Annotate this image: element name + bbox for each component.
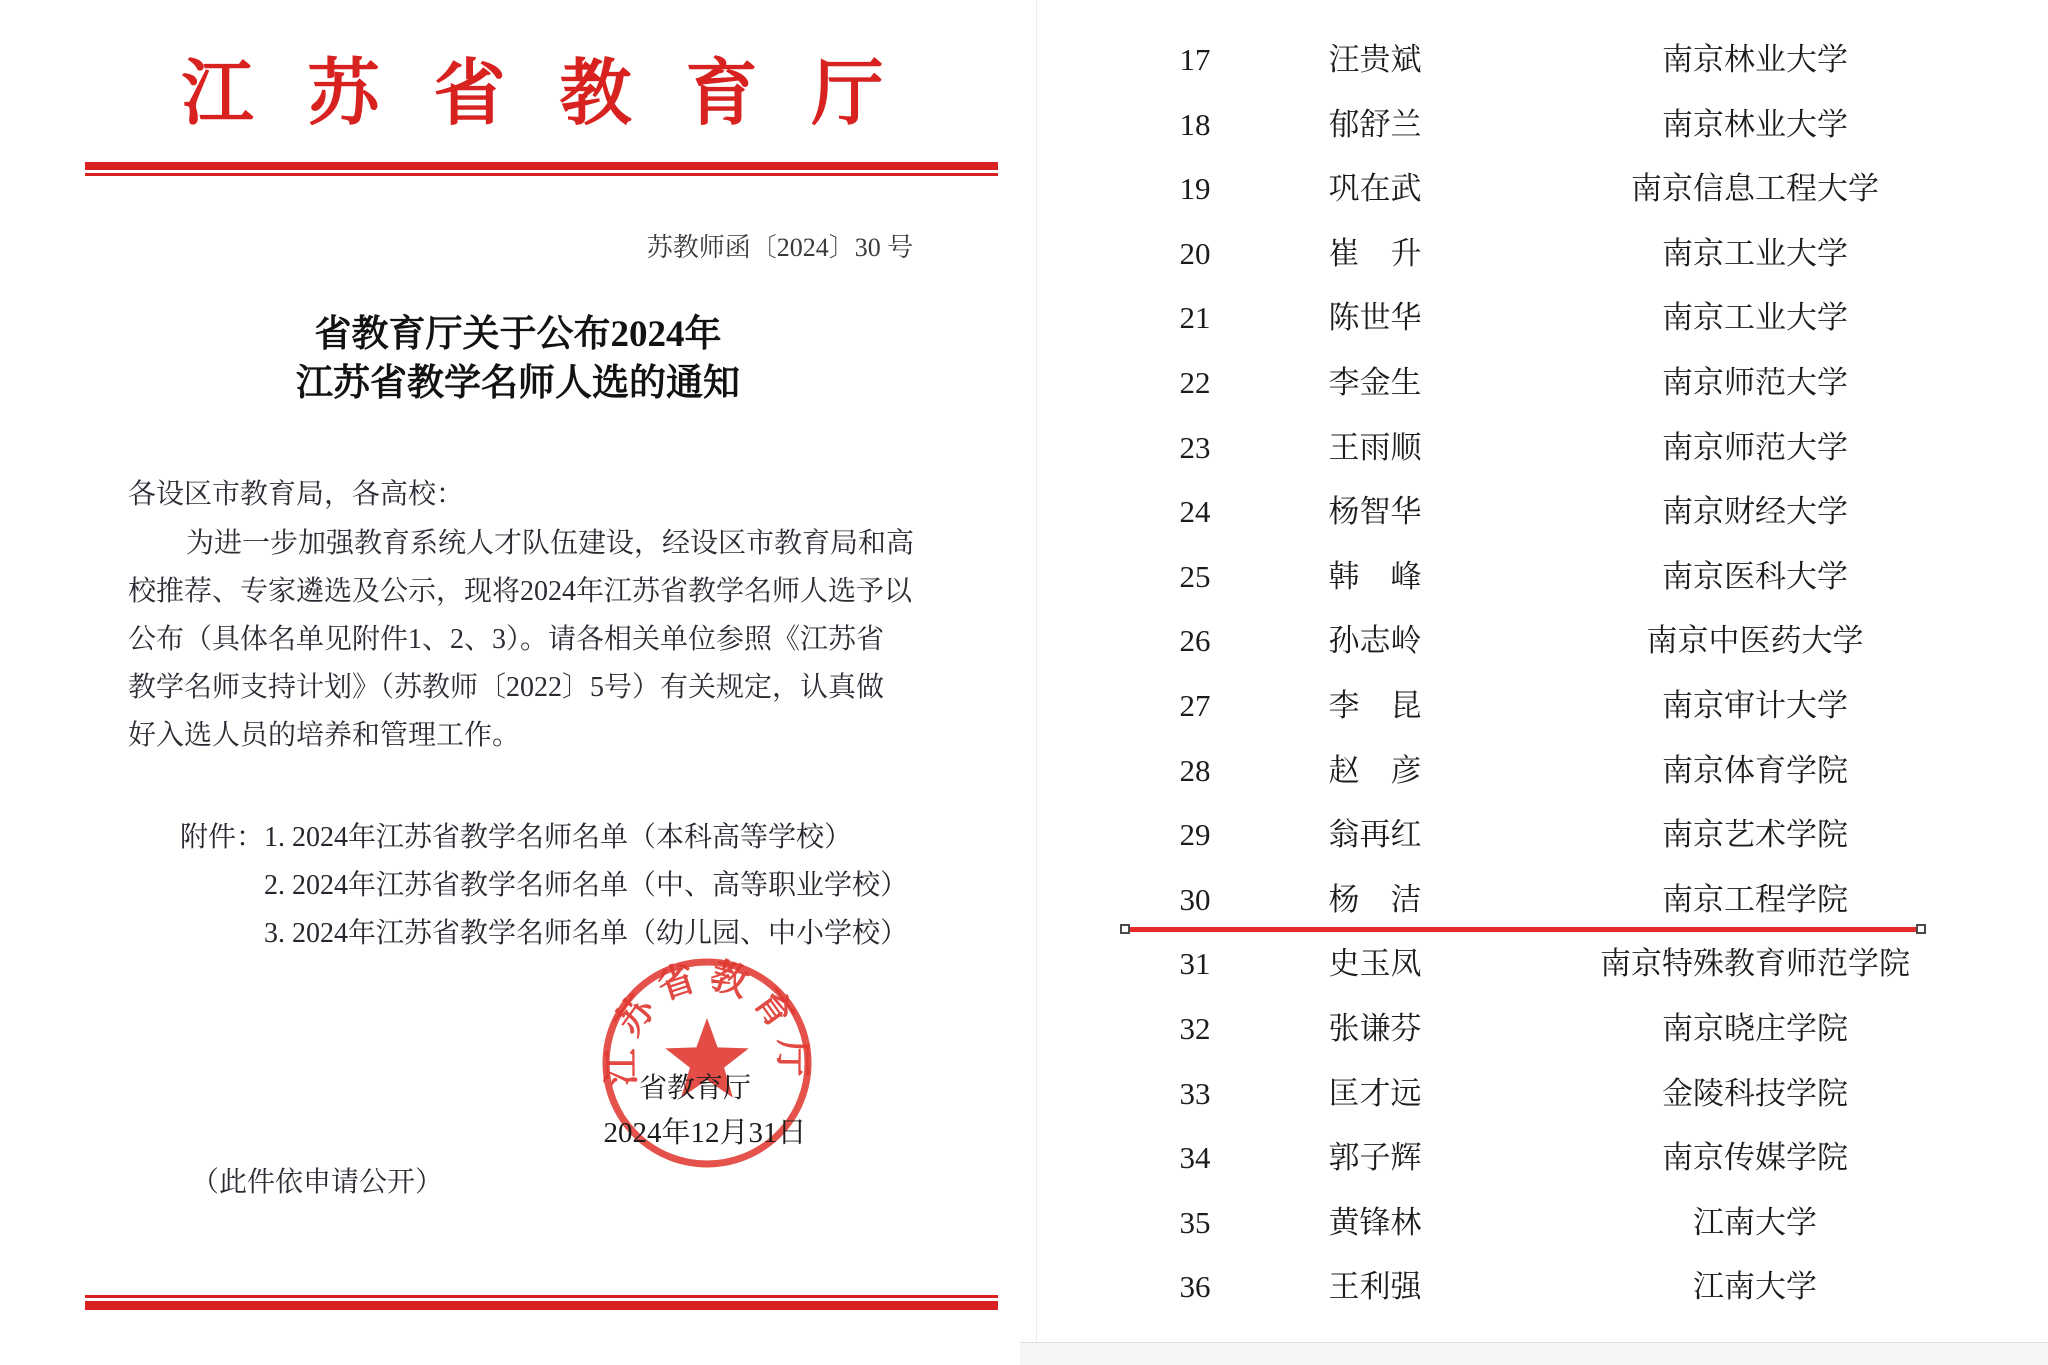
table-row <box>1075 932 2015 996</box>
issue-date: 2024年12月31日 <box>603 1117 807 1149</box>
teacher-name: 王利强 <box>1328 1269 1422 1305</box>
resize-handle-left[interactable] <box>1120 924 1130 934</box>
row-number: 32 <box>1179 1011 1211 1046</box>
table-row <box>1075 609 2015 673</box>
teacher-name: 翁再红 <box>1328 817 1422 853</box>
table-row <box>1075 416 2015 480</box>
attachment-item-3: 3. 2024年江苏省教学名师名单（幼儿园、中小学校） <box>264 918 909 949</box>
table-row <box>1075 286 2015 350</box>
table-row <box>1075 1191 2015 1255</box>
university-name: 金陵科技学院 <box>1662 1075 1848 1111</box>
teacher-name: 黄锋林 <box>1328 1204 1422 1240</box>
university-name: 南京特殊教育师范学院 <box>1600 946 1910 982</box>
university-name: 南京师范大学 <box>1662 365 1848 400</box>
table-row <box>1075 157 2015 221</box>
university-name: 南京林业大学 <box>1662 106 1848 142</box>
header-divider-thick-line <box>85 162 998 170</box>
table-row <box>1075 480 2015 544</box>
teacher-name: 巩在武 <box>1328 171 1422 207</box>
teacher-name: 杨 洁 <box>1328 881 1422 917</box>
notice-title <box>88 310 948 408</box>
teacher-name: 孙志岭 <box>1328 623 1422 659</box>
row-number: 22 <box>1179 365 1211 400</box>
table-row <box>1075 739 2015 803</box>
row-number: 35 <box>1179 1204 1211 1240</box>
teacher-name: 李金生 <box>1328 365 1422 400</box>
university-name: 江南大学 <box>1693 1269 1817 1305</box>
notice-title-line1: 省教育厅关于公布2024年 <box>314 314 722 355</box>
body-line: 好入选人员的培养和管理工作。 <box>128 720 521 751</box>
row-number: 29 <box>1179 817 1211 853</box>
university-name: 南京师范大学 <box>1662 429 1848 465</box>
university-name: 南京林业大学 <box>1662 42 1848 77</box>
resize-handle-right[interactable] <box>1916 924 1926 934</box>
table-row <box>1075 803 2015 867</box>
row-number: 36 <box>1179 1269 1211 1305</box>
selected-divider-line[interactable] <box>1126 927 1922 932</box>
teacher-name: 郁舒兰 <box>1328 106 1422 142</box>
row-number: 34 <box>1179 1140 1211 1176</box>
table-row <box>1075 997 2015 1061</box>
university-name: 南京艺术学院 <box>1662 817 1848 853</box>
footer-divider <box>85 1295 998 1310</box>
table-row <box>1075 351 2015 415</box>
footer-divider-thick-line <box>85 1301 998 1310</box>
header-divider <box>85 162 998 176</box>
teacher-name: 汪贵斌 <box>1328 42 1422 77</box>
notice-title-line2: 江苏省教学名师人选的通知 <box>296 363 740 404</box>
university-name: 南京财经大学 <box>1662 494 1848 530</box>
row-number: 25 <box>1179 558 1211 594</box>
row-number: 33 <box>1179 1075 1211 1111</box>
teacher-name: 杨智华 <box>1328 494 1422 530</box>
row-number: 17 <box>1179 42 1211 77</box>
table-row <box>1075 222 2015 286</box>
table-row <box>1075 545 2015 609</box>
page-bottom-edge <box>1020 1342 2048 1365</box>
row-number: 28 <box>1179 752 1211 788</box>
row-number: 23 <box>1179 429 1211 465</box>
disclosure-note: （此件依申请公开） <box>191 1167 444 1198</box>
row-number: 20 <box>1179 235 1211 271</box>
row-number: 18 <box>1179 106 1211 142</box>
university-name: 南京工业大学 <box>1662 300 1848 336</box>
header-divider-thin-line <box>85 173 998 176</box>
teacher-name: 史玉凤 <box>1328 946 1422 982</box>
university-name: 南京信息工程大学 <box>1631 171 1879 207</box>
teacher-name: 陈世华 <box>1328 300 1422 336</box>
name-table <box>1075 0 2015 1342</box>
university-name: 南京晓庄学院 <box>1662 1011 1848 1046</box>
salutation: 各设区市教育局，各高校： <box>128 479 465 510</box>
row-number: 21 <box>1179 300 1211 336</box>
table-row <box>1075 674 2015 738</box>
attachment-item-2: 2. 2024年江苏省教学名师名单（中、高等职业学校） <box>264 870 909 901</box>
university-name: 南京中医药大学 <box>1646 623 1864 659</box>
table-row <box>1075 1062 2015 1126</box>
attachment-label: 附件： <box>180 822 265 853</box>
university-name: 南京审计大学 <box>1662 688 1848 723</box>
teacher-name: 韩 峰 <box>1328 558 1422 594</box>
table-row <box>1075 93 2015 157</box>
university-name: 南京体育学院 <box>1662 752 1848 788</box>
agency-header: 江 苏 省 教 育 厅 <box>181 54 902 134</box>
university-name: 江南大学 <box>1693 1204 1817 1240</box>
teacher-name: 王雨顺 <box>1328 429 1422 465</box>
row-number: 31 <box>1179 946 1211 982</box>
row-number: 27 <box>1179 688 1211 723</box>
body-line: 为进一步加强教育系统人才队伍建设，经设区市教育局和高 <box>186 528 915 559</box>
university-name: 南京工程学院 <box>1662 881 1848 917</box>
teacher-name: 赵 彦 <box>1328 752 1422 788</box>
table-row <box>1075 1126 2015 1190</box>
table-row <box>1075 1255 2015 1319</box>
body-line: 公布（具体名单见附件1、2、3）。请各相关单位参照《江苏省 <box>128 624 885 655</box>
teacher-name: 李 昆 <box>1328 688 1422 723</box>
row-number: 30 <box>1179 881 1211 917</box>
seal-ring-text: 江苏省教育厅 <box>601 955 813 1086</box>
row-number: 19 <box>1179 171 1211 207</box>
university-name: 南京医科大学 <box>1662 558 1848 594</box>
attachment-item-1: 1. 2024年江苏省教学名师名单（本科高等学校） <box>264 822 853 853</box>
body-line: 教学名师支持计划》（苏教师〔2022〕5号）有关规定，认真做 <box>128 672 885 703</box>
university-name: 南京传媒学院 <box>1662 1140 1848 1176</box>
row-number: 24 <box>1179 494 1211 530</box>
teacher-name: 郭子辉 <box>1328 1140 1422 1176</box>
teacher-name: 崔 升 <box>1328 235 1422 271</box>
teacher-name: 张谦芬 <box>1328 1011 1422 1046</box>
issuer-name: 省教育厅 <box>638 1073 751 1104</box>
teacher-name: 匡才远 <box>1328 1075 1422 1111</box>
attachment-item <box>180 814 908 862</box>
body-line: 校推荐、专家遴选及公示，现将2024年江苏省教学名师人选予以 <box>128 576 913 607</box>
row-number: 26 <box>1179 623 1211 659</box>
university-name: 南京工业大学 <box>1662 235 1848 271</box>
table-row <box>1075 28 2015 92</box>
attachment-list <box>180 814 908 958</box>
body-paragraph <box>128 520 914 760</box>
table-row <box>1075 868 2015 932</box>
doc-number: 苏教师函〔2024〕30 号 <box>646 233 914 262</box>
attachment-item <box>180 862 908 910</box>
